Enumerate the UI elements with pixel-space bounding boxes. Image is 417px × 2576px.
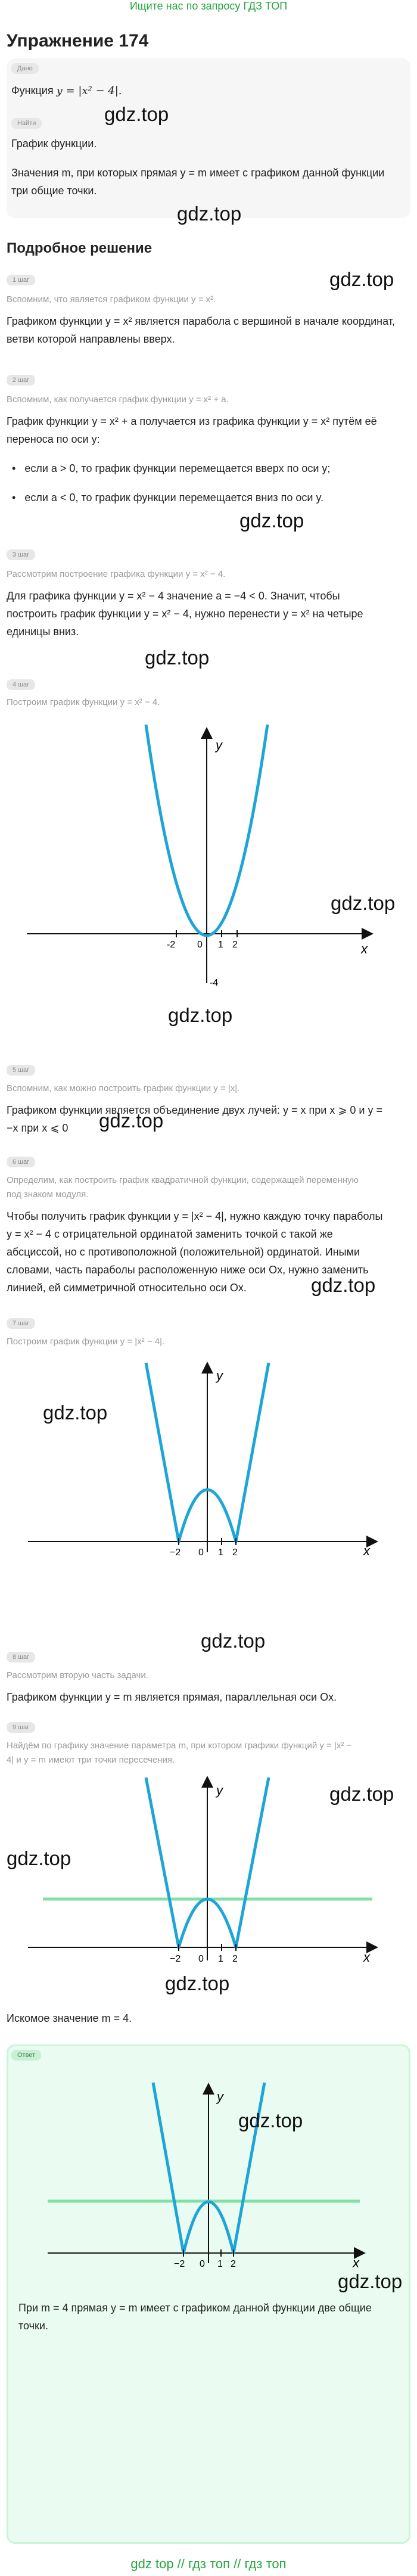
step-2-line-1: График функции y = x² + a получается из графика функции y = x² путём её xyxy=(7,415,377,427)
label-y: y xyxy=(216,1783,223,1798)
watermark: gdz.top xyxy=(168,1004,233,1026)
label-y: y xyxy=(216,1368,223,1383)
step-8-line-1: Графиком функции y = m является прямая, параллельная оси Ox. xyxy=(7,1691,337,1703)
step-7-badge: 7 шаг xyxy=(7,1318,35,1329)
watermark: gdz.top xyxy=(329,1783,394,1805)
step-8-badge: 8 шаг xyxy=(7,1652,35,1663)
graph-abs-parabola-with-line xyxy=(24,1770,381,1972)
step-1-badge: 1 шаг xyxy=(7,275,35,285)
step-1-note: Вспомним, что является графиком функции y = x². xyxy=(7,294,216,304)
step-4-note: Построим график функции y = x² − 4. xyxy=(7,697,160,707)
step-5-line-2: −x при x ⩽ 0 xyxy=(7,1122,69,1134)
step-6-badge: 6 шаг xyxy=(7,1157,35,1167)
watermark: gdz.top xyxy=(43,1402,108,1424)
step-6-note-2: под знаком модуля. xyxy=(7,1189,89,1200)
label-y: y xyxy=(217,2089,223,2104)
watermark: gdz.top xyxy=(145,647,210,669)
step-4-badge: 4 шаг xyxy=(7,679,35,690)
tick-label-neg2: −2 xyxy=(174,2259,185,2269)
watermark: gdz.top xyxy=(238,2109,303,2131)
given-badge: Дано xyxy=(11,63,39,74)
answer-line-2: точки. xyxy=(18,2320,48,2332)
watermark: gdz.top xyxy=(7,1847,71,1869)
top-banner[interactable]: Ищите нас по запросу ГДЗ ТОП xyxy=(129,0,288,12)
step-3-badge: 3 шаг xyxy=(7,549,35,560)
step-6-note-1: Определим, как построить график квадратичной функции, содержащей переменную xyxy=(7,1175,359,1185)
tick-label-1: 1 xyxy=(218,940,223,950)
graph-abs-parabola xyxy=(24,1353,381,1561)
step-1-line-1: Графиком функции y = x² является парабола с вершиной в начале координат, xyxy=(7,315,395,327)
given-formula: y = |x² − 4|. xyxy=(56,85,122,97)
answer-badge: Ответ xyxy=(11,2050,41,2061)
graph-answer xyxy=(36,2074,369,2270)
step-3-note: Рассмотрим построение графика функции y = x² − 4. xyxy=(7,569,226,579)
tick-label-0: 0 xyxy=(198,1954,204,1964)
tick-label-0: 0 xyxy=(197,940,203,950)
step-9-note-2: 4| и y = m имеют три точки пересечения. xyxy=(7,1755,175,1765)
tick-label-2: 2 xyxy=(231,2259,236,2269)
graph-parabola-shifted xyxy=(24,715,381,995)
given-text xyxy=(11,82,122,100)
watermark: gdz.top xyxy=(177,203,242,225)
tick-label-1: 1 xyxy=(217,2259,223,2269)
step-3-line-2: построить график функции y = x² − 4, нужно перенести y = x² на четыре xyxy=(7,608,363,620)
answer-line-1: При m = 4 прямая y = m имеет с графиком данной функции две общие xyxy=(18,2302,372,2314)
step-2-badge: 2 шаг xyxy=(7,375,35,386)
step-5-note: Вспомним, как можно построить график функции y = |x|. xyxy=(7,1083,240,1093)
tick-label-1: 1 xyxy=(218,1954,223,1964)
watermark: gdz.top xyxy=(338,2270,403,2292)
step-7-note: Построим график функции y = |x² − 4|. xyxy=(7,1337,165,1347)
bullet-text: если a < 0, то график функции перемещается вниз по оси y. xyxy=(24,492,324,504)
watermark: gdz.top xyxy=(201,1630,266,1652)
find-badge: Найти xyxy=(11,118,42,129)
step-3-line-3: единицы вниз. xyxy=(7,626,79,638)
step-6-line-3: абсциссой, но с противоположной (положительной) ординатой. Иными xyxy=(7,1246,360,1258)
watermark: gdz.top xyxy=(104,103,169,125)
watermark: gdz.top xyxy=(329,268,394,290)
given-prefix: Функция xyxy=(11,85,57,97)
step-6-line-2: y = x² − 4 с отрицательной ординатой заменить точкой с такой же xyxy=(7,1228,333,1240)
label-y: y xyxy=(216,738,222,753)
label-x: x xyxy=(361,941,368,956)
tick-label-2: 2 xyxy=(232,940,238,950)
watermark: gdz.top xyxy=(165,1972,230,1994)
step-5-badge: 5 шаг xyxy=(7,1065,35,1076)
step-2-line-2: переноса по оси y: xyxy=(7,433,100,445)
step-2-bullet-2: • если a < 0, то график функции перемещается вниз по оси y. xyxy=(12,492,324,504)
label-x: x xyxy=(363,1950,370,1965)
step-6-line-1: Чтобы получить график функции y = |x² − 4|, нужно каждую точку параболы xyxy=(7,1210,383,1222)
step-2-bullet-1: • если a > 0, то график функции перемещается вверх по оси y; xyxy=(12,462,331,474)
step-8-note: Рассмотрим вторую часть задачи. xyxy=(7,1670,148,1680)
step-9-badge: 9 шаг xyxy=(7,1722,35,1733)
footer-links[interactable]: gdz top // гдз топ // гдз топ xyxy=(130,2556,287,2571)
watermark: gdz.top xyxy=(99,1110,164,1132)
tick-label-2: 2 xyxy=(232,1548,238,1558)
find-line-1: График функции. xyxy=(11,138,97,150)
watermark: gdz.top xyxy=(239,509,304,532)
label-x: x xyxy=(363,1543,370,1558)
watermark: gdz.top xyxy=(311,1274,376,1296)
step-5-line-1: Графиком функции является объединение двух лучей: y = x при x ⩾ 0 и y = xyxy=(7,1104,382,1116)
tick-label-2: 2 xyxy=(232,1954,238,1964)
step-2-note: Вспомним, как получается график функции y = x² + a. xyxy=(7,394,229,405)
watermark: gdz.top xyxy=(331,892,396,914)
tick-label-1: 1 xyxy=(218,1548,223,1558)
step-1-line-2: ветви которой направлены вверх. xyxy=(7,333,175,345)
step-3-line-1: Для графика функции y = x² − 4 значение a = −4 < 0. Значит, чтобы xyxy=(7,590,340,602)
find-line-2: Значения m, при которых прямая y = m имеет с графиком данной функции xyxy=(11,167,385,179)
step-9-note-1: Найдём по графику значение параметра m, при котором графики функций y = |x² − xyxy=(7,1741,352,1751)
bullet-text: если a > 0, то график функции перемещается вверх по оси y; xyxy=(24,462,331,474)
solution-title: Подробное решение xyxy=(7,240,153,256)
tick-label-0: 0 xyxy=(200,2259,205,2269)
step-6-line-4: словами, часть параболы расположенную ниже оси Ox, нужно заменить xyxy=(7,1264,369,1276)
find-line-3: три общие точки. xyxy=(11,185,97,197)
step-6-line-5: линией, ей симметричной относительно оси Ox. xyxy=(7,1282,247,1294)
tick-label-neg2: −2 xyxy=(170,1954,181,1964)
tick-label-neg4: -4 xyxy=(210,978,219,988)
tick-label-neg2: −2 xyxy=(170,1548,181,1558)
step-9-result: Искомое значение m = 4. xyxy=(7,2012,132,2024)
label-x: x xyxy=(353,2255,359,2270)
page-title: Упражнение 174 xyxy=(7,31,149,51)
tick-label-0: 0 xyxy=(198,1548,204,1558)
tick-label-neg2: -2 xyxy=(167,940,176,950)
